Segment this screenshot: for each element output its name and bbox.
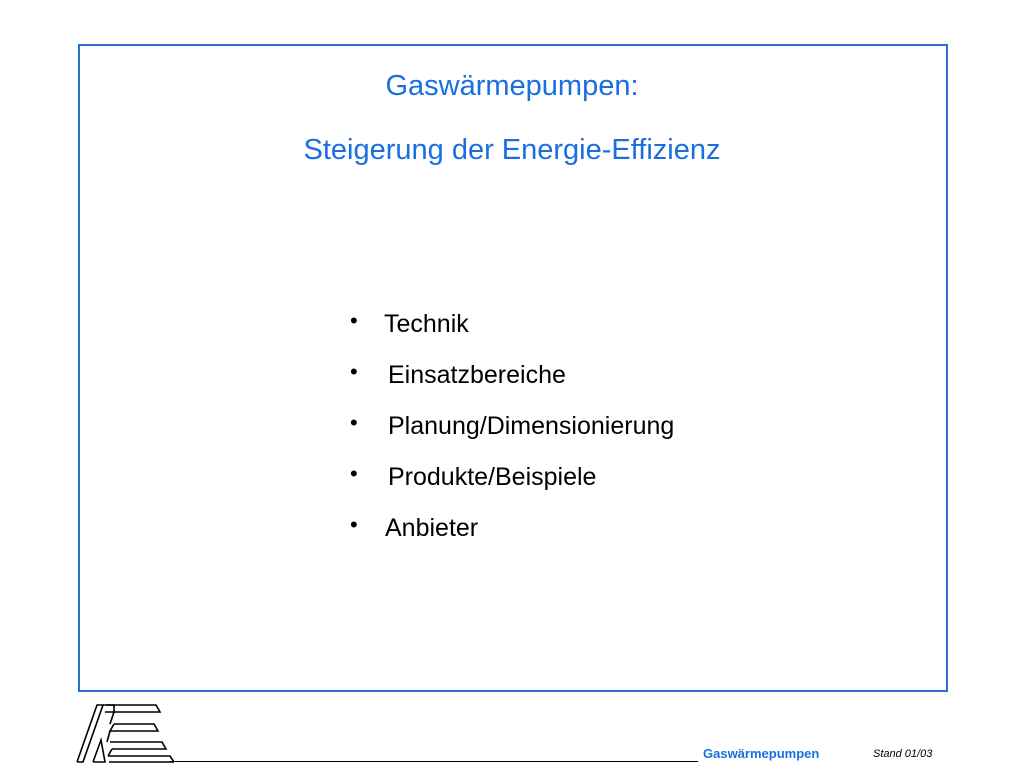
footer-title: Gaswärmepumpen xyxy=(703,746,820,761)
ae-logo-icon xyxy=(74,702,174,766)
bullet-text: Planung/Dimensionierung xyxy=(388,412,675,440)
bullet-text: Einsatzbereiche xyxy=(388,361,566,389)
bullet-icon: • xyxy=(350,512,358,537)
footer-stand-date: Stand 01/03 xyxy=(873,748,933,760)
bullet-icon: • xyxy=(350,410,358,435)
bullet-text: Produkte/Beispiele xyxy=(388,463,597,491)
bullet-text: Technik xyxy=(384,310,469,338)
slide-title-line-2: Steigerung der Energie-Effizienz xyxy=(303,134,721,166)
bullet-icon: • xyxy=(350,308,358,333)
slide-title-line-1: Gaswärmepumpen: xyxy=(385,70,639,102)
footer-rule xyxy=(170,761,698,762)
bullet-icon: • xyxy=(350,461,358,486)
bullet-icon: • xyxy=(350,359,358,384)
bullet-text: Anbieter xyxy=(385,514,479,542)
